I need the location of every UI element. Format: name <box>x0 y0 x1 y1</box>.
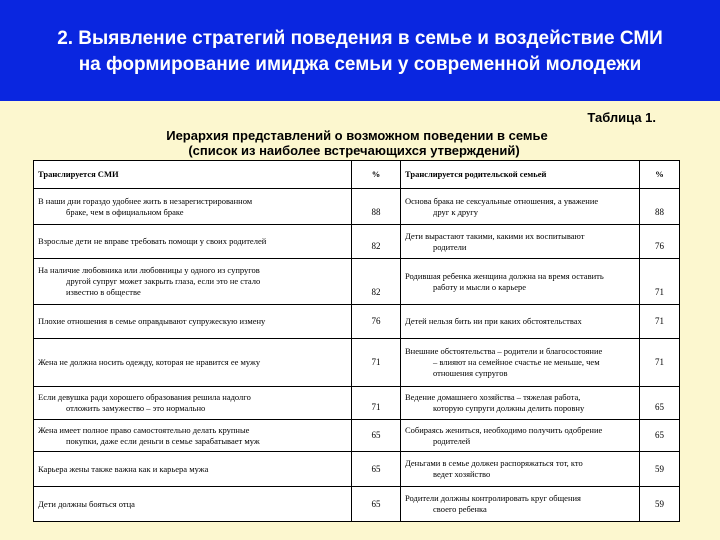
family-statement: Детей нельзя бить ни при каких обстоятельствах <box>401 305 640 339</box>
table-row <box>34 420 680 452</box>
family-statement: Ведение домашнего хозяйства – тяжелая работа, которую супруги должны делить поровну <box>401 387 640 420</box>
caption-line-2: (список из наиболее встречающихся утверждений) <box>188 143 520 158</box>
family-percent: 59 <box>640 487 680 522</box>
family-percent: 71 <box>640 259 680 305</box>
family-statement: Собираясь жениться, необходимо получить одобрение родителей <box>401 420 640 452</box>
family-statement: Родители должны контролировать круг общения своего ребенка <box>401 487 640 522</box>
header-media-percent: % <box>352 161 401 189</box>
family-percent: 65 <box>640 387 680 420</box>
family-statement: Деньгами в семье должен распоряжаться тот, кто ведет хозяйство <box>401 452 640 487</box>
comparison-table <box>33 160 680 522</box>
media-statement: Жена не должна носить одежду, которая не нравится ее мужу <box>34 339 352 387</box>
family-percent: 59 <box>640 452 680 487</box>
family-percent: 76 <box>640 225 680 259</box>
table-row <box>34 189 680 225</box>
table-row <box>34 305 680 339</box>
media-percent: 65 <box>352 487 401 522</box>
media-percent: 76 <box>352 305 401 339</box>
family-statement: Родившая ребенка женщина должна на время оставить работу и мысли о карьере <box>401 259 640 305</box>
media-statement: Дети должны бояться отца <box>34 487 352 522</box>
media-statement: Если девушка ради хорошего образования решила надолго отложить замужество – это нормально <box>34 387 352 420</box>
family-percent: 71 <box>640 305 680 339</box>
media-statement: В наши дни гораздо удобнее жить в незарегистрированном браке, чем в официальном браке <box>34 189 352 225</box>
family-statement: Внешние обстоятельства – родители и благосостояние – влияют на семейное счастье не меньше, чем отношения супругов <box>401 339 640 387</box>
table-caption <box>0 128 720 158</box>
media-percent: 65 <box>352 420 401 452</box>
family-statement: Основа брака не сексуальные отношения, а уважение друг к другу <box>401 189 640 225</box>
header-family-percent: % <box>640 161 680 189</box>
header-media: Транслируется СМИ <box>34 161 352 189</box>
media-statement: Карьера жены также важна как и карьера мужа <box>34 452 352 487</box>
caption-line-1: Иерархия представлений о возможном поведении в семье <box>166 128 548 143</box>
media-percent: 65 <box>352 452 401 487</box>
media-statement: Жена имеет полное право самостоятельно делать крупные покупки, даже если деньги в семье зарабатывает муж <box>34 420 352 452</box>
family-percent: 65 <box>640 420 680 452</box>
media-percent: 71 <box>352 339 401 387</box>
table-row <box>34 487 680 522</box>
table-row <box>34 339 680 387</box>
media-statement: На наличие любовника или любовницы у одного из супругов другой супруг может закрыть глаза, если это не стало известно в обществе <box>34 259 352 305</box>
media-statement: Плохие отношения в семье оправдывают супружескую измену <box>34 305 352 339</box>
table-row <box>34 452 680 487</box>
table-row <box>34 259 680 305</box>
media-percent: 71 <box>352 387 401 420</box>
media-percent: 88 <box>352 189 401 225</box>
media-percent: 82 <box>352 225 401 259</box>
slide-title-line-2: на формирование имиджа семьи у современной молодежи <box>78 53 642 75</box>
table-label: Таблица 1. <box>587 110 656 125</box>
media-statement: Взрослые дети не вправе требовать помощи у своих родителей <box>34 225 352 259</box>
table-header-row <box>34 161 680 189</box>
family-percent: 71 <box>640 339 680 387</box>
table-row <box>34 225 680 259</box>
slide-title-line-1: 2. Выявление стратегий поведения в семье и воздействие СМИ <box>57 27 663 49</box>
title-band <box>0 0 720 101</box>
media-percent: 82 <box>352 259 401 305</box>
family-percent: 88 <box>640 189 680 225</box>
family-statement: Дети вырастают такими, какими их воспитывают родители <box>401 225 640 259</box>
table-row <box>34 387 680 420</box>
header-family: Транслируется родительской семьей <box>401 161 640 189</box>
